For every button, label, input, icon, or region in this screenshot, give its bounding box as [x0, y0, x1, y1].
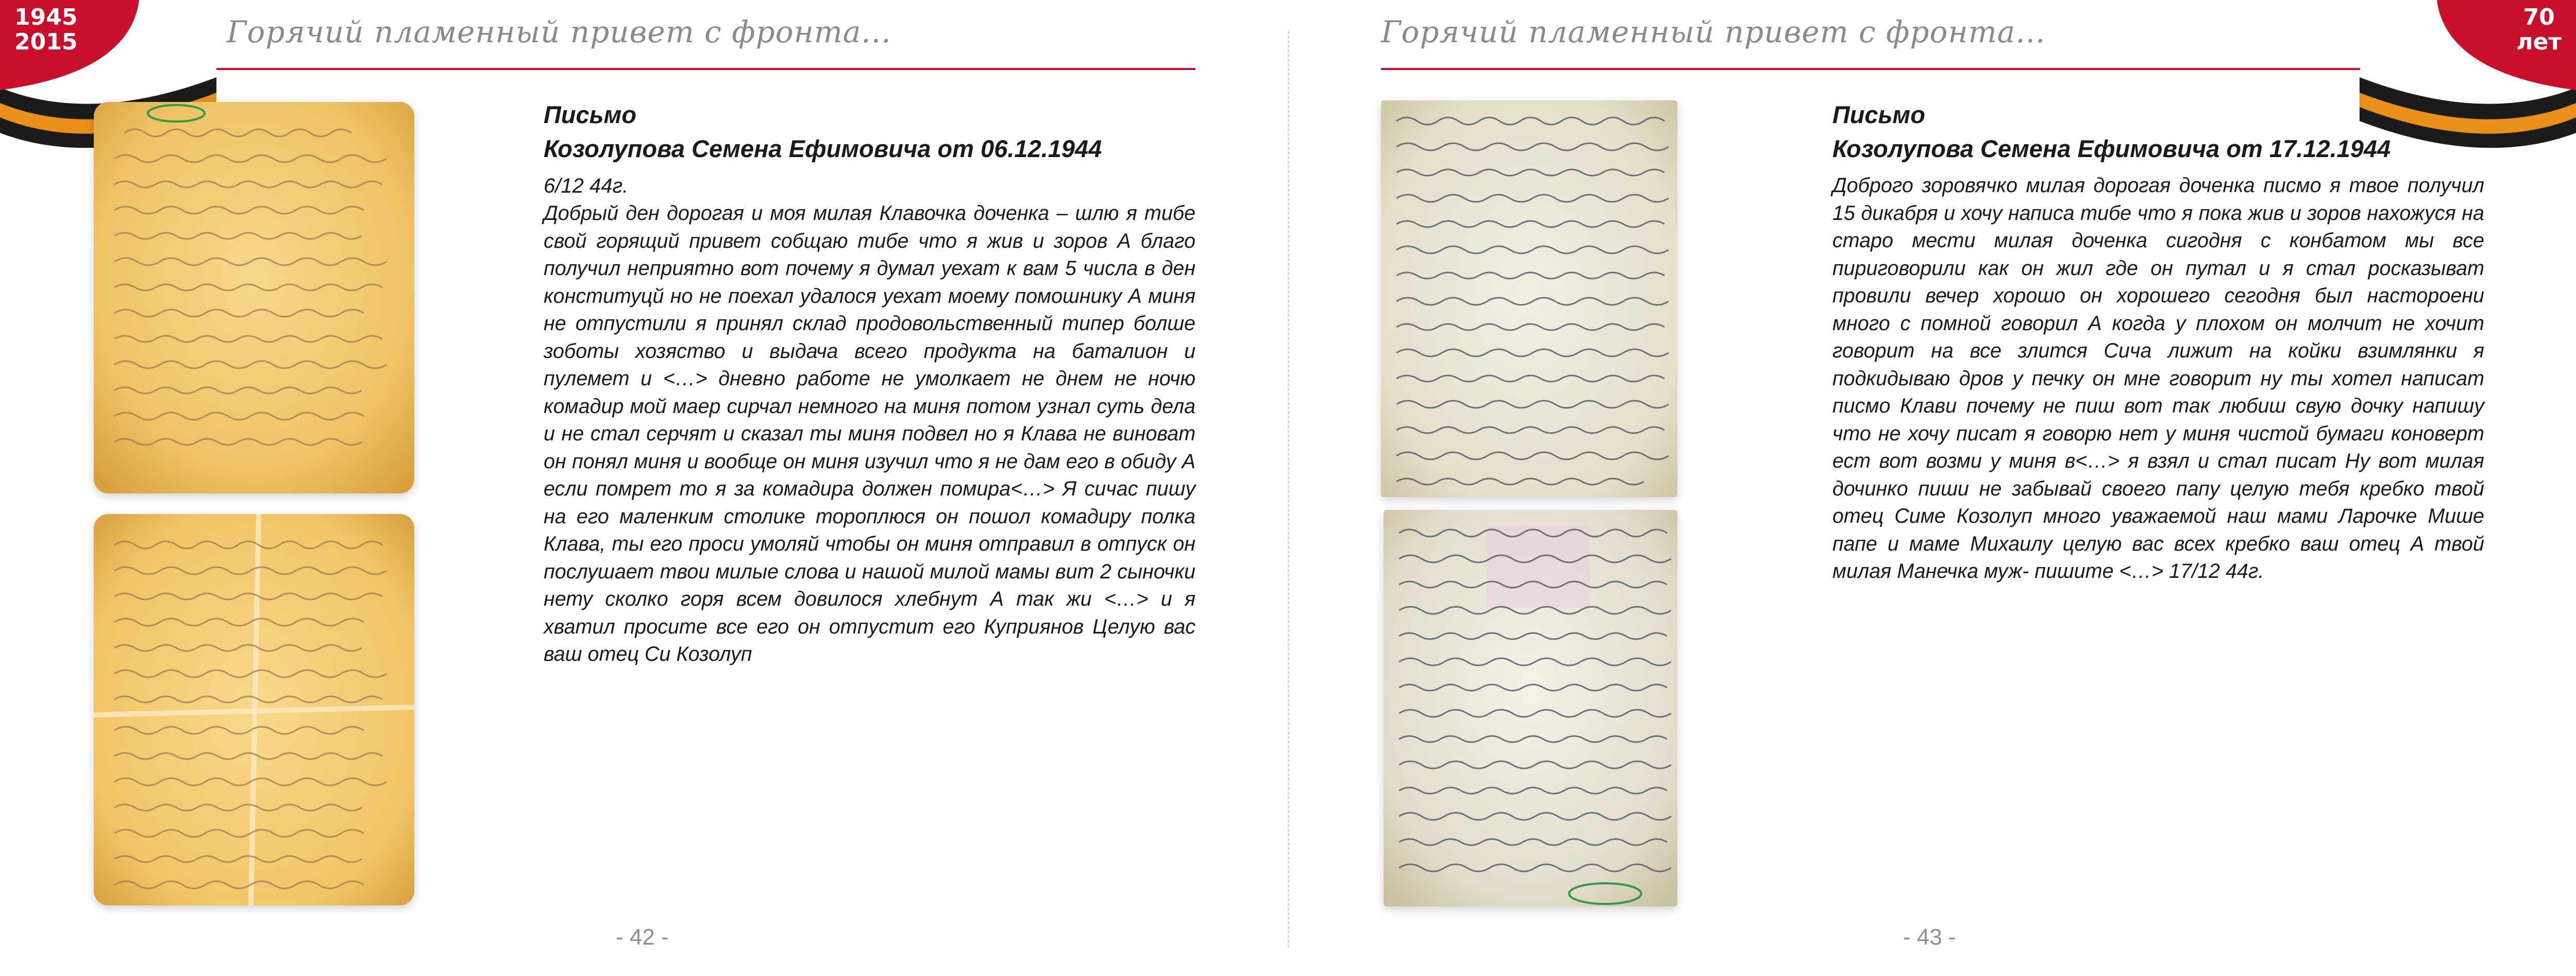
letter-text-block [544, 98, 1196, 669]
letter-scan-image [94, 102, 414, 493]
page-number: - 43 - [1903, 924, 1956, 950]
anniversary-badge [2516, 5, 2562, 55]
header-rule [1381, 68, 2360, 70]
letter-title-line2: Козолупова Семена Ефимовича от 17.12.1944 [1832, 135, 2391, 162]
letter-title-line1: Письмо [544, 101, 637, 128]
year-end: 2015 [14, 29, 78, 55]
header-title: Горячий пламенный привет с фронта... [227, 14, 891, 49]
letter-title [1832, 98, 2484, 166]
letter-text-block [1832, 98, 2484, 586]
letter-title [544, 98, 1196, 166]
letter-body: Доброго зоровячко милая дорогая доченка писмо я твое получил 15 дикабря и хочу написа тибе что я пока жив и зоров нахожуся на старо мести милая доченка сигодня с конбатом мы все пириговорили как он жил где он путал и я стал росказыват провили вечер хорошо он хорошего сегодня был настороени много с помной говорил А когда у плохом он молчит не хочит говорит на все злится Сича лижит на койки взимлянки я подкидываю дров у печку он мне говорит ну ты хотел написат писмо Клави почему не пиш вот так любиш свую дочку напишу что не хочу писат я говорю нет у миня чистой бумаги коноверт ест вот возми у миня в<…> я взял и стал писат Ну вот милая дочинко пиши не забывай своего папу целую тебя кребко твой отец Симе Козолуп много уважаемой наш мами Ларочке Мише папе и маме Михаилу целую вас всех кребко ваш отец А твой милая Манечка муж- пишите <…> 17/12 44г. [1832, 174, 2484, 583]
letter-title-line2: Козолупова Семена Ефимовича от 06.12.1944 [544, 135, 1102, 162]
letter-scan-image [1384, 510, 1677, 906]
year-badge [14, 5, 77, 55]
letter-body: Добрый ден дорогая и моя милая Клавочка доченка – шлю я тибе свой горящий привет собщаю тибе что я жив и зоров А благо получил неприятно вот почему я думал уехат к вам 5 числа в ден конституцй но не поехал удалося уехат моему помошнику А миня не отпустили я принял склад продовольственный типер болше зоботы хозяство и выдача всего продукта на баталион и пулемет и <…> дневно работе не умолкает не днем не ночю комадир мой маер сирчал немного на миня потом узнал суть дела и не стал серчят и сказал ты миня подвел но я Клава не виноват он понял миня и вообще он миня изучил что я не дам его в обиду А если помрет то я за комадира должен помира<…> Я сичас пишу на его маленким столике тороплюся он пошол комадиру полка Клава, ты его проси умоляй чтобы он миня отправил в отпуск он послушает твои милые слова и нашой милой мамы вит 2 сыночки нету сколко горя всем довилося хлебнут А так жи <…> и я хватил просите все его он отпустит его Куприянов Целую вас ваш отец Си Козолуп [544, 202, 1196, 665]
anniversary-number: 70 [2523, 4, 2555, 30]
letter-date: 6/12 44г. [544, 175, 629, 197]
letter-title-line1: Письмо [1832, 101, 1926, 128]
anniversary-label: лет [2516, 29, 2562, 55]
letter-scan-image [1381, 100, 1677, 497]
right-page [1288, 0, 2576, 976]
header-rule [216, 68, 1196, 70]
header-title: Горячий пламенный привет с фронта... [1381, 14, 2046, 49]
year-start: 1945 [14, 4, 78, 30]
page-number: - 42 - [616, 924, 669, 950]
letter-scan-image [94, 514, 414, 905]
